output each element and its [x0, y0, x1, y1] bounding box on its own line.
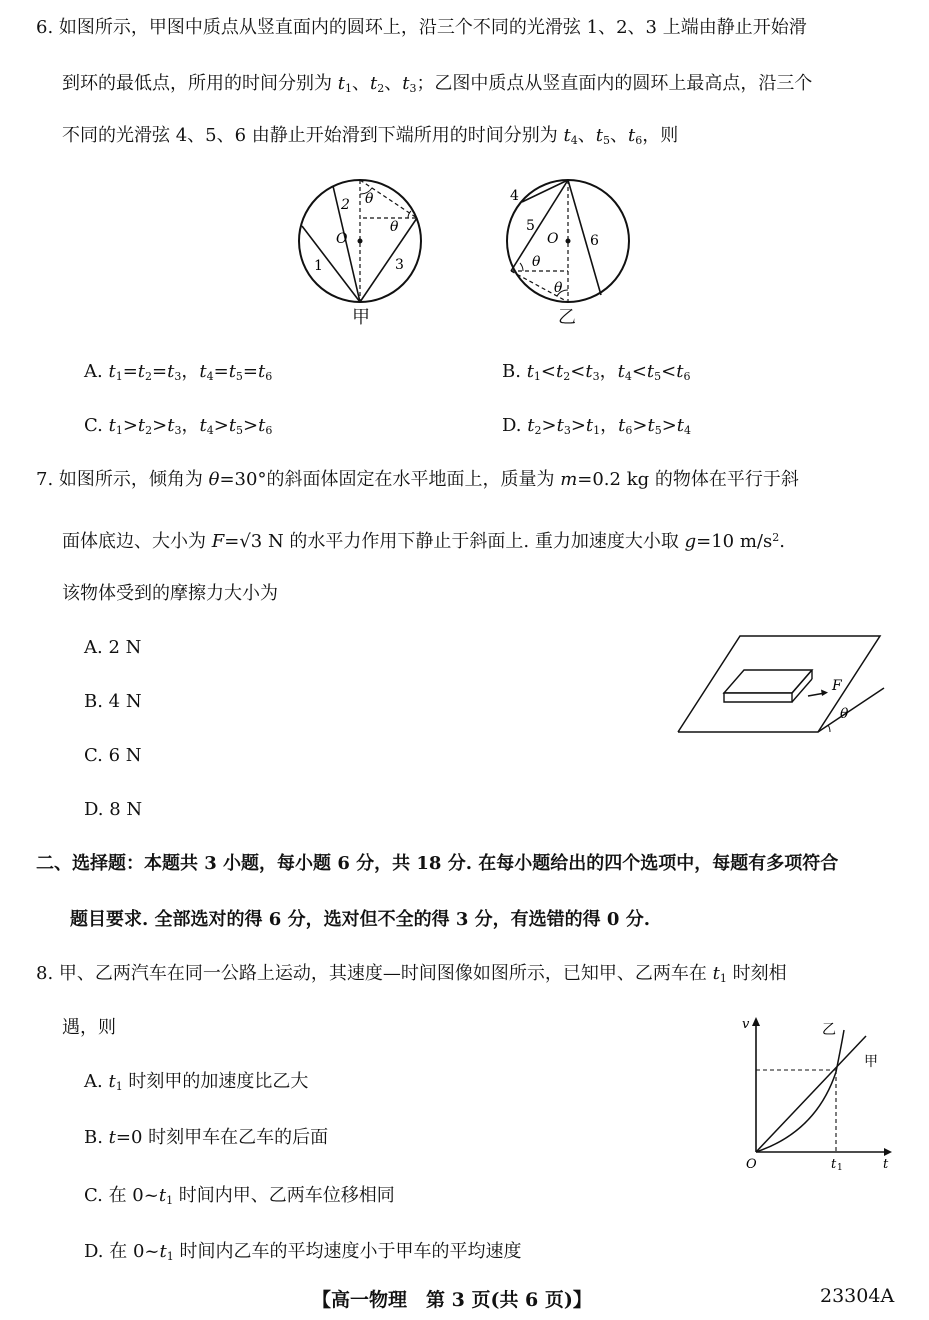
q8-option-d: D. 在 $0\sim t_1$ 时间内乙车的平均速度小于甲车的平均速度 — [84, 1241, 522, 1263]
label-O: O — [336, 231, 348, 247]
page-footer-title: 【高一物理 第 3 页(共 6 页)】 — [312, 1289, 592, 1311]
label-c6: 6 — [590, 233, 599, 249]
page-footer-code: 23304A — [820, 1285, 895, 1307]
label-t1-sub: 1 — [837, 1163, 843, 1172]
q7-line-2: 面体底边、大小为 F=√3 N 的水平力作用下静止于斜面上. 重力加速度大小取 g=10 $m/s^2$. — [62, 531, 785, 552]
incline-block-diagram — [670, 628, 900, 740]
label-O: O — [746, 1157, 757, 1172]
q8-line-1: 8. 甲、乙两汽车在同一公路上运动，其速度—时间图像如图所示，已知甲、乙两车在 $t_1$ 时刻相 — [36, 963, 787, 985]
q6-line-3: 不同的光滑弦 4、5、6 由静止开始滑到下端所用的时间分别为 $t_4$、$t_5$、$t_6$，则 — [62, 125, 679, 147]
q8-option-b: B. t=0 时刻甲车在乙车的后面 — [84, 1127, 329, 1148]
q6-option-a: A. $t_1=t_2=t_3$，$t_4=t_5=t_6$ — [84, 361, 273, 383]
caption-yi: 乙 — [558, 307, 576, 328]
q6-line-1: 6. 如图所示，甲图中质点从竖直面内的圆环上，沿三个不同的光滑弦 1、2、3 上端由静止开始滑 — [36, 17, 807, 38]
q8-figure-vt-graph — [736, 1012, 896, 1172]
caption-jia: 甲 — [352, 307, 370, 328]
q7-option-b: B. 4 N — [84, 691, 142, 712]
label-yi: 乙 — [822, 1022, 836, 1038]
q6-option-d: D. $t_2>t_3>t_1$，$t_6>t_5>t_4$ — [502, 415, 692, 437]
q6-figure-yi — [496, 168, 646, 338]
q7-line-3: 该物体受到的摩擦力大小为 — [62, 583, 278, 604]
label-c1: 1 — [314, 258, 323, 274]
q7-option-a: A. 2 N — [84, 637, 142, 658]
q7-option-c: C. 6 N — [84, 745, 142, 766]
label-c4: 4 — [510, 188, 519, 204]
q6-figure-jia — [290, 168, 440, 338]
label-theta-2: θ — [554, 280, 563, 296]
q8-option-c: C. 在 $0\sim t_1$ 时间内甲、乙两车位移相同 — [84, 1185, 395, 1207]
q8-option-a: A. $t_1$ 时刻甲的加速度比乙大 — [84, 1071, 309, 1093]
label-t: t — [883, 1157, 889, 1172]
q7-line-1: 7. 如图所示，倾角为 θ=30°的斜面体固定在水平地面上，质量为 m=0.2 kg 的物体在平行于斜 — [36, 469, 799, 490]
label-c2: 2 — [341, 197, 350, 213]
label-c3: 3 — [395, 257, 404, 273]
label-v: v — [742, 1017, 750, 1032]
q8-line-2: 遇，则 — [62, 1017, 116, 1038]
label-O: O — [547, 231, 559, 247]
section2-line-2: 题目要求. 全部选对的得 6 分，选对但不全的得 3 分，有选错的得 0 分. — [70, 909, 650, 930]
label-c5: 5 — [526, 218, 535, 234]
label-theta-2: θ — [390, 219, 399, 235]
q7-option-d: D. 8 N — [84, 799, 143, 820]
velocity-time-graph — [736, 1012, 896, 1172]
label-theta-1: θ — [365, 191, 374, 207]
label-theta-1: θ — [532, 254, 541, 270]
label-jia: 甲 — [864, 1054, 878, 1070]
label-theta: θ — [840, 706, 849, 722]
q6-option-c: C. $t_1>t_2>t_3$，$t_4>t_5>t_6$ — [84, 415, 273, 437]
q7-figure-incline — [670, 628, 900, 740]
label-t1: t — [831, 1157, 837, 1172]
section2-line-1: 二、选择题：本题共 3 小题，每小题 6 分，共 18 分. 在每小题给出的四个选项中，每题有多项符合 — [36, 853, 839, 874]
q6-option-b: B. $t_1<t_2<t_3$，$t_4<t_5<t_6$ — [502, 361, 691, 383]
q6-line-2: 到环的最低点，所用的时间分别为 $t_1$、$t_2$、$t_3$；乙图中质点从竖直面内的圆环上最高点，沿三个 — [62, 73, 813, 95]
label-F: F — [832, 678, 842, 694]
